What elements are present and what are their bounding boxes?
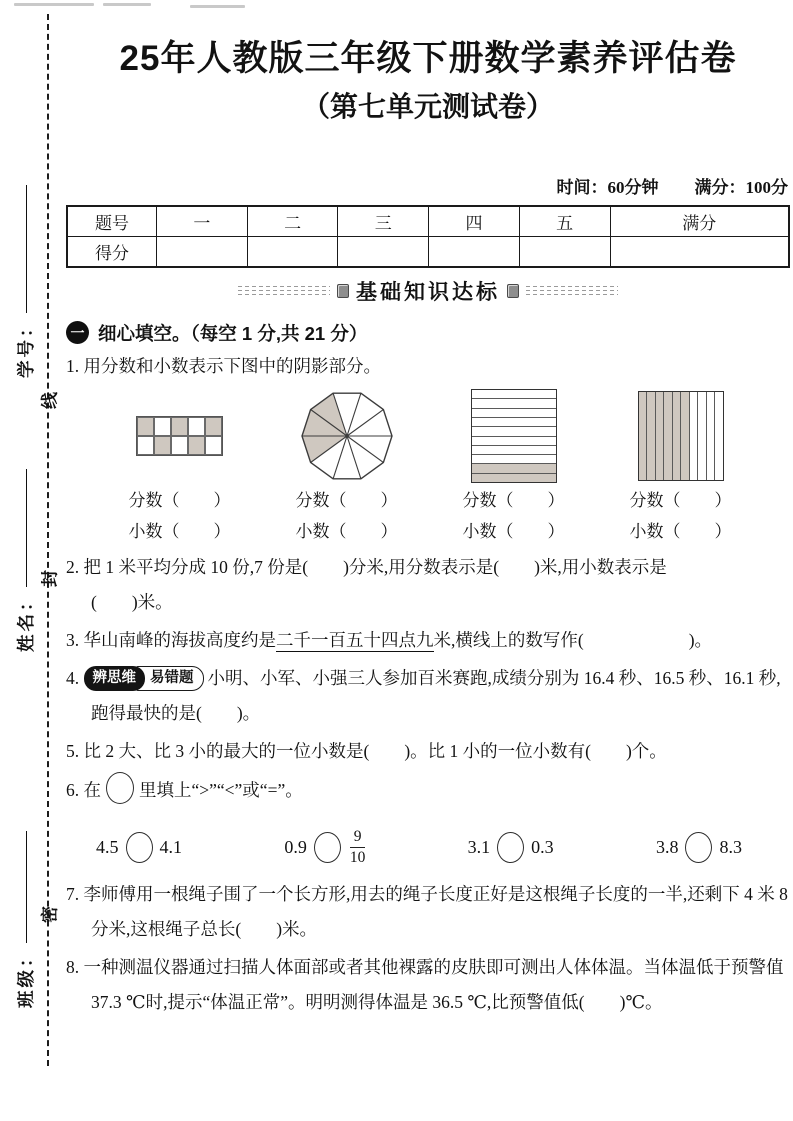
banner-hatch-left (238, 286, 330, 296)
comparison-item (284, 828, 365, 867)
main-content (66, 38, 790, 1020)
question-8: 8. 一种测温仪器通过扫描人体面部或者其他裸露的皮肤即可测出人体体温。当体温低于预警值 37.3 ℃时,提示“体温正常”。明明测得体温是 36.5 ℃,比预警值低( )℃。 (66, 957, 784, 1013)
question-7: 7. 李师傅用一根绳子围了一个长方形,用去的绳子长度正好是这根绳子长度的一半,还剩下 4 米 8 分米,这根绳子总长( )米。 (66, 884, 788, 940)
compare-circle-icon (106, 772, 134, 804)
question-2-line1: 2. 把 1 米平均分成 10 份,7 份是( )分米,用分数表示是( )米,用小数表示是 (66, 557, 667, 578)
fraction-label: 分数（ ） (462, 490, 565, 510)
score-table-header-cell: 三 (338, 206, 429, 237)
score-table-score-cell (338, 236, 429, 267)
score-table-header-cell: 四 (429, 206, 520, 237)
score-row-label: 得分 (67, 236, 157, 267)
strip (672, 392, 681, 480)
question-4 (66, 661, 790, 731)
time-label: 时间：60分钟 (556, 177, 659, 197)
question-1: 1. 用分数和小数表示下图中的阴影部分。 (66, 355, 381, 376)
comparison-item (96, 832, 182, 863)
q6-items-row (66, 820, 790, 874)
question-6-suffix: 里填上“>”“<”或“=”。 (139, 780, 303, 801)
grid-cell (205, 417, 222, 436)
score-table-score-cell (429, 236, 520, 267)
decimal-label: 小数（ ） (462, 522, 565, 542)
class-field (13, 788, 38, 1008)
strip (706, 392, 715, 480)
seal-char-line: 线 (40, 392, 60, 409)
question-2 (66, 550, 790, 620)
banner-hatch-right (526, 286, 618, 296)
fraction-label: 分数（ ） (128, 490, 231, 510)
grid-cell (205, 436, 222, 455)
strip (689, 392, 698, 480)
error-prone-badge: 易错题 (136, 666, 204, 690)
score-table (66, 205, 790, 268)
comparison-item (656, 832, 742, 863)
score-table-score-row (67, 236, 789, 267)
score-table-header-cell: 二 (247, 206, 338, 237)
score-table-score-cell (247, 236, 338, 267)
question-6 (66, 772, 790, 808)
decimal-label: 小数（ ） (295, 522, 398, 542)
scan-artifact (190, 5, 245, 8)
comparison-right: 0.3 (531, 836, 554, 857)
strip (680, 392, 689, 480)
strip (472, 463, 556, 472)
grid-cell (154, 417, 171, 436)
question-2-line2: ( )米。 (91, 592, 173, 613)
vertical-strips-figure (638, 391, 724, 481)
figure-wrap (638, 388, 724, 485)
question-4-number: 4. (66, 668, 80, 689)
page-title: 25年人教版三年级下册数学素养评估卷 (119, 39, 737, 78)
grid-cell (171, 417, 188, 436)
section-number-icon: 一 (66, 321, 89, 344)
comparison-left: 4.5 (96, 836, 119, 857)
strip (472, 436, 556, 445)
comparison-left: 3.8 (655, 836, 679, 857)
question-5: 5. 比 2 大、比 3 小的最大的一位小数是( )。比 1 小的一位小数有( )个。 (66, 741, 667, 762)
banner-title: 基础知识达标 (356, 280, 500, 304)
figure-column (263, 388, 430, 548)
fraction-numerator: 9 (350, 828, 366, 848)
student-id-blank (24, 186, 27, 314)
decimal-label: 小数（ ） (629, 522, 732, 542)
score-table-header-cell: 题号 (67, 206, 157, 237)
horizontal-strips-figure (471, 389, 557, 483)
class-label: 班级： (16, 946, 36, 1008)
section-one-title: 细心填空。（每空 1 分,共 21 分） (98, 322, 368, 344)
score-table-header-row (67, 206, 789, 237)
compare-circle-icon (497, 832, 524, 863)
question-3 (66, 623, 790, 658)
full-score-label: 满分：100分 (694, 177, 788, 197)
figure-column (430, 388, 597, 548)
score-table-score-cell (157, 236, 248, 267)
compare-circle-icon (314, 832, 341, 863)
score-table-score-cell (610, 236, 789, 267)
question-6-prefix: 6. 在 (66, 780, 101, 801)
grid-cell (188, 436, 205, 455)
score-table-score-cell (519, 236, 610, 267)
grid-cell (154, 436, 171, 455)
score-table-header-cell: 一 (157, 206, 248, 237)
student-id-label: 学号： (16, 316, 36, 378)
strip (472, 445, 556, 454)
seal-char-feng: 封 (40, 570, 60, 587)
strip (472, 417, 556, 426)
fraction-label: 分数（ ） (629, 490, 732, 510)
score-table-header-cell: 五 (519, 206, 610, 237)
name-blank (24, 470, 27, 588)
fraction-value (350, 828, 366, 867)
question-3-prefix: 3. 华山南峰的海拔高度约是 (66, 630, 276, 651)
strip (472, 408, 556, 417)
compare-circle-icon (126, 832, 153, 863)
comparison-right: 4.1 (159, 836, 182, 857)
strip (472, 390, 556, 398)
compare-circle-icon (685, 832, 712, 863)
section-banner (66, 276, 790, 306)
fraction-label: 分数（ ） (295, 490, 398, 510)
figure-column (597, 388, 764, 548)
question-4-text: 小明、小军、小强三人参加百米赛跑,成绩分别为 16.4 秒、16.5 秒、16.1 秒,跑得最快的是( )。 (91, 668, 781, 724)
figure-column (96, 388, 263, 548)
decimal-label: 小数（ ） (128, 522, 231, 542)
grid-cell (171, 436, 188, 455)
thinking-badge: 辨思维 (84, 666, 146, 690)
name-label: 姓名： (16, 590, 36, 652)
section-one-heading (66, 320, 790, 346)
grid-figure (136, 416, 223, 456)
student-id-field (13, 143, 38, 378)
grid-cell (137, 417, 154, 436)
deco-cube-icon (507, 284, 519, 298)
figure-wrap (471, 388, 557, 485)
strip (697, 392, 706, 480)
seal-char-mi: 密 (40, 906, 60, 923)
comparison-left: 0.9 (284, 836, 307, 857)
strip (714, 392, 723, 480)
figures-row (66, 388, 790, 548)
strip (472, 398, 556, 407)
exam-meta (66, 173, 790, 198)
scan-artifact (103, 3, 151, 6)
score-table-header-cell: 满分 (610, 206, 789, 237)
scan-artifact (14, 3, 94, 6)
grid-cell (188, 417, 205, 436)
question-3-underlined: 二千一百五十四点九 (276, 630, 434, 651)
grid-cell (137, 436, 154, 455)
strip (472, 426, 556, 435)
comparison-left: 3.1 (467, 836, 491, 857)
decagon-figure (300, 388, 394, 484)
class-blank (24, 832, 27, 944)
name-field (13, 427, 38, 652)
question-3-suffix: 米,横线上的数写作( )。 (433, 630, 713, 651)
comparison-item (468, 832, 554, 863)
strip (663, 392, 672, 480)
figure-wrap (136, 388, 223, 485)
strip (639, 392, 647, 480)
strip (472, 454, 556, 463)
page-subtitle: （第七单元测试卷） (301, 91, 554, 122)
fraction-denominator: 10 (349, 848, 366, 866)
deco-cube-icon (337, 284, 349, 298)
strip (472, 473, 556, 482)
strip (646, 392, 655, 480)
strip (655, 392, 664, 480)
figure-wrap (300, 388, 394, 485)
comparison-right: 8.3 (719, 836, 742, 857)
